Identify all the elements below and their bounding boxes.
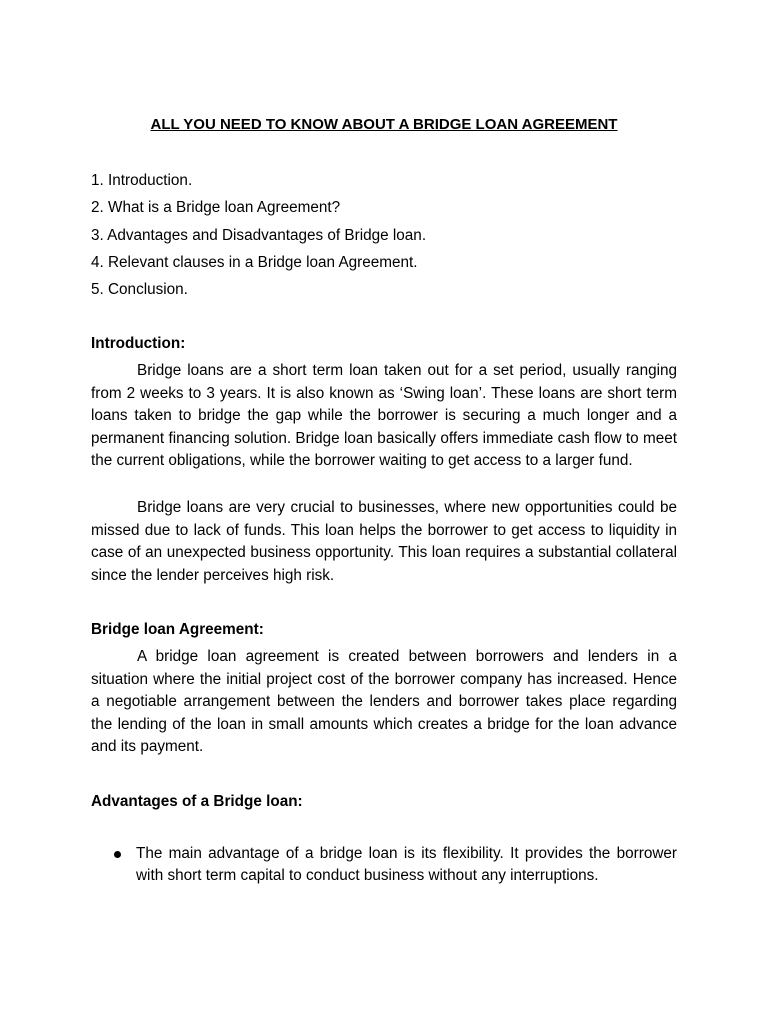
bullet-icon (114, 851, 121, 858)
introduction-heading: Introduction: (91, 335, 186, 352)
toc-item: 4. Relevant clauses in a Bridge loan Agreement. (91, 253, 418, 271)
agreement-paragraph: A bridge loan agreement is created between borrowers and lenders in a situation where the initial project cost of the borrower company has increased. Hence a negotiable arrangement between the lenders and borrower takes place regarding the lending of the loan in small amounts which creates a bridge for the loan advance and its payment. (91, 648, 677, 756)
advantages-heading: Advantages of a Bridge loan: (91, 793, 303, 810)
agreement-heading: Bridge loan Agreement: (91, 621, 264, 638)
advantages-list (91, 843, 677, 888)
table-of-contents (91, 171, 426, 307)
document-title: ALL YOU NEED TO KNOW ABOUT A BRIDGE LOAN AGREEMENT (150, 116, 618, 133)
introduction-paragraph: Bridge loans are very crucial to businesses, where new opportunities could be missed due to lack of funds. This loan helps the borrower to get access to liquidity in case of an unexpected business opportunity. This loan requires a substantial collateral since the lender perceives high risk. (91, 499, 677, 584)
list-item-text: The main advantage of a bridge loan is its flexibility. It provides the borrower with short term capital to conduct business without any interruptions. (136, 845, 677, 885)
toc-item: 5. Conclusion. (91, 281, 188, 299)
toc-item: 2. What is a Bridge loan Agreement? (91, 199, 341, 217)
list-item (91, 843, 677, 888)
introduction-paragraph: Bridge loans are a short term loan taken out for a set period, usually ranging from 2 weeks to 3 years. It is also known as ‘Swing loan’. These loans are short term loans taken to bridge the gap while the borrower is securing a much longer and a permanent financing solution. Bridge loan basically offers immediate cash flow to meet the current obligations, while the borrower waiting to get access to a larger fund. (91, 362, 677, 470)
toc-item: 1. Introduction. (91, 172, 193, 189)
toc-item: 3. Advantages and Disadvantages of Bridge loan. (91, 226, 427, 244)
